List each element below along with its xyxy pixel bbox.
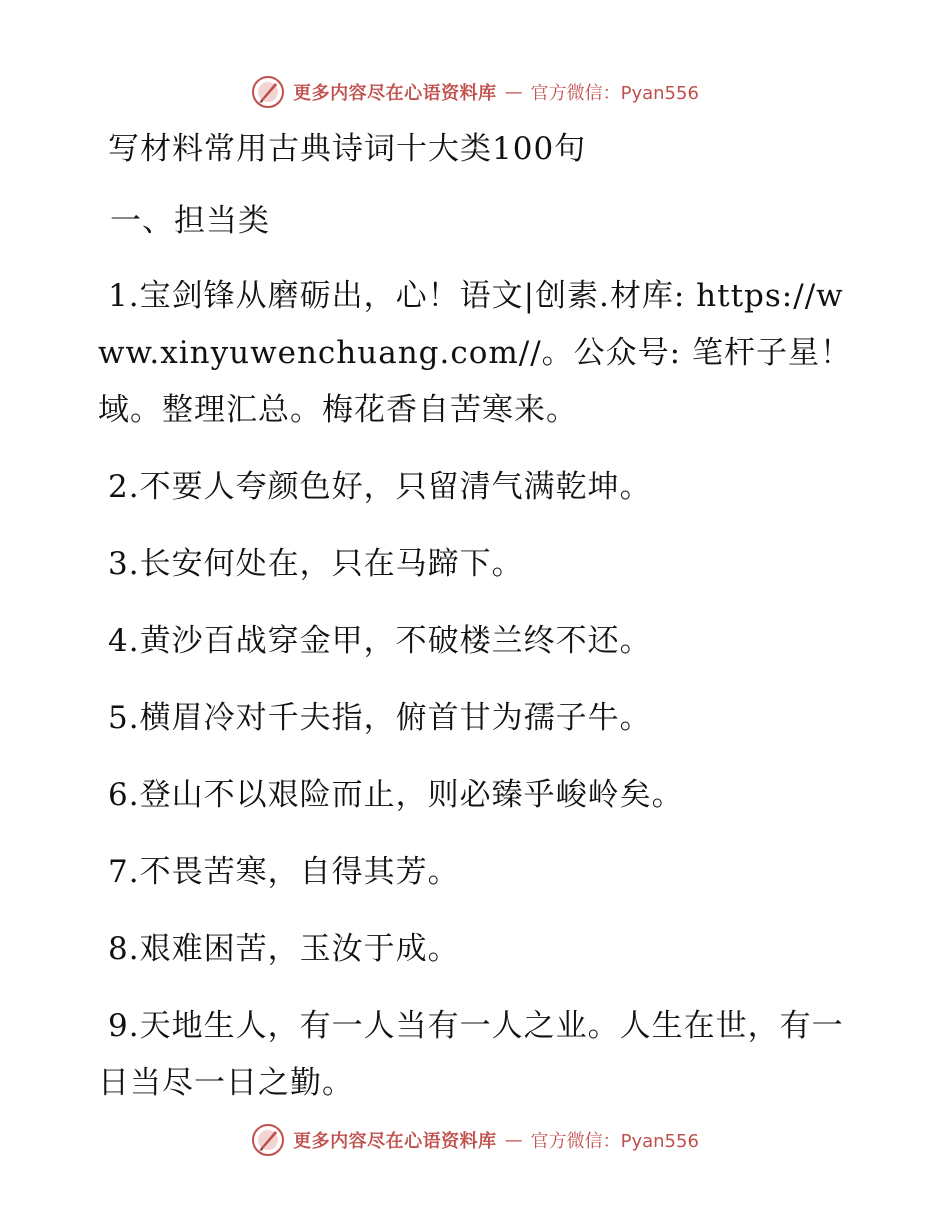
list-item: 4.黄沙百战穿金甲，不破楼兰终不还。 bbox=[108, 623, 652, 659]
banner-text: 更多内容尽在心语资料库 bbox=[293, 83, 497, 104]
banner-text: 更多内容尽在心语资料库 bbox=[293, 1131, 497, 1152]
section-heading: 一、担当类 bbox=[110, 203, 270, 239]
list-item: 5.横眉冷对千夫指，俯首甘为孺子牛。 bbox=[108, 700, 652, 736]
list-item: 6.登山不以艰险而止，则必臻乎峻岭矣。 bbox=[108, 777, 684, 813]
quill-pen-logo-icon bbox=[251, 1123, 285, 1157]
list-item: 2.不要人夸颜色好，只留清气满乾坤。 bbox=[108, 469, 652, 505]
banner-dash: — bbox=[504, 1129, 523, 1151]
list-item: 3.长安何处在，只在马蹄下。 bbox=[108, 546, 524, 582]
document-title: 写材料常用古典诗词十大类100句 bbox=[108, 131, 587, 167]
banner-dash: — bbox=[504, 81, 523, 103]
quill-pen-logo-icon bbox=[251, 75, 285, 109]
banner-contact: 官方微信：Pyan556 bbox=[530, 83, 699, 104]
list-item: 8.艰难困苦，玉汝于成。 bbox=[108, 931, 460, 967]
list-item: 7.不畏苦寒，自得其芳。 bbox=[108, 854, 460, 890]
document-body bbox=[98, 122, 868, 1112]
quote-list bbox=[98, 268, 868, 1112]
footer-banner bbox=[0, 1120, 950, 1160]
list-item: 9.天地生人，有一人当有一人之业。人生在世，有一日当尽一日之勤。 bbox=[98, 1008, 844, 1101]
list-item: 1.宝剑锋从磨砺出，心！语文|创素.材库: https://www.xinyuwenchuang.com//。公众号: 笔杆子星！域。整理汇总。梅花香自苦寒来。 bbox=[98, 278, 852, 428]
header-banner bbox=[0, 72, 950, 112]
banner-contact: 官方微信：Pyan556 bbox=[530, 1131, 699, 1152]
